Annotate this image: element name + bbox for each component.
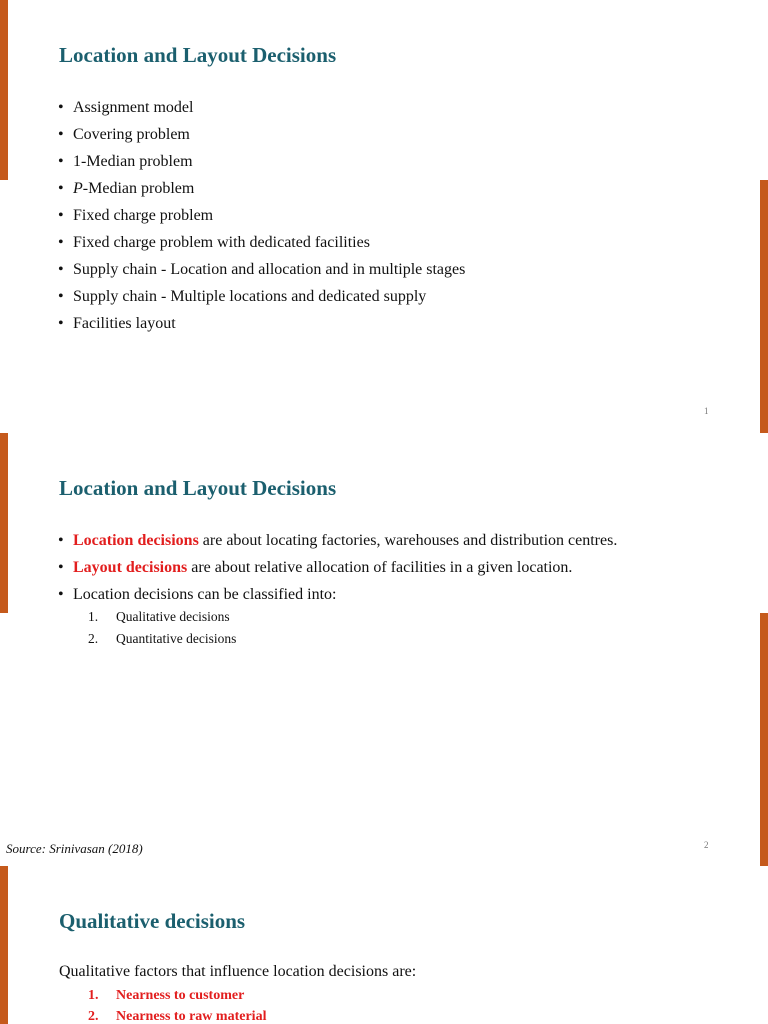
list-item: • Supply chain - Multiple locations and dedicated supply: [58, 283, 465, 310]
list-item: • Assignment model: [58, 94, 465, 121]
accent-bar-left: [0, 433, 8, 613]
bullet-list: [58, 94, 465, 337]
numbered-sublist: [88, 606, 236, 649]
slide-title: Location and Layout Decisions: [59, 43, 337, 67]
list-item: • Fixed charge problem: [58, 202, 465, 229]
list-item: • Location decisions can be classified into:: [58, 581, 617, 608]
slide-2: [0, 433, 768, 866]
list-item: • Supply chain - Location and allocation and in multiple stages: [58, 256, 465, 283]
list-item: • Layout decisions are about relative allocation of facilities in a given location.: [58, 554, 617, 581]
bullet-list: [58, 527, 617, 608]
accent-bar-left: [0, 0, 8, 180]
list-item: 2. Nearness to raw material: [88, 1009, 267, 1024]
slide-1: [0, 0, 768, 433]
list-item: • Facilities layout: [58, 310, 465, 337]
page-number: 2: [704, 840, 709, 850]
numbered-list: [88, 985, 266, 1024]
slide-title: Location and Layout Decisions: [59, 476, 337, 500]
list-item: 1. Qualitative decisions: [88, 609, 230, 624]
page-number: 1: [704, 406, 709, 416]
list-item: • Location decisions are about locating factories, warehouses and distribution centres.: [58, 527, 617, 554]
italic-prefix: P: [73, 180, 83, 197]
list-item: • Fixed charge problem with dedicated facilities: [58, 229, 465, 256]
intro-text: Qualitative factors that influence location decisions are:: [59, 963, 417, 980]
list-item: 1. Nearness to customer: [88, 988, 245, 1003]
list-item: • Covering problem: [58, 121, 465, 148]
list-item: 2. Quantitative decisions: [88, 630, 237, 646]
highlight-term: Location decisions: [73, 532, 199, 549]
accent-bar-right: [760, 613, 768, 866]
list-item: • 1-Median problem: [58, 148, 465, 175]
source-citation: Source: Srinivasan (2018): [6, 841, 143, 856]
slide-title: Qualitative decisions: [59, 909, 246, 933]
accent-bar-left: [0, 866, 8, 1024]
slide-3: [0, 866, 768, 1024]
accent-bar-right: [760, 180, 768, 433]
list-item: • P-Median problem: [58, 175, 465, 202]
highlight-term: Layout decisions: [73, 559, 188, 576]
